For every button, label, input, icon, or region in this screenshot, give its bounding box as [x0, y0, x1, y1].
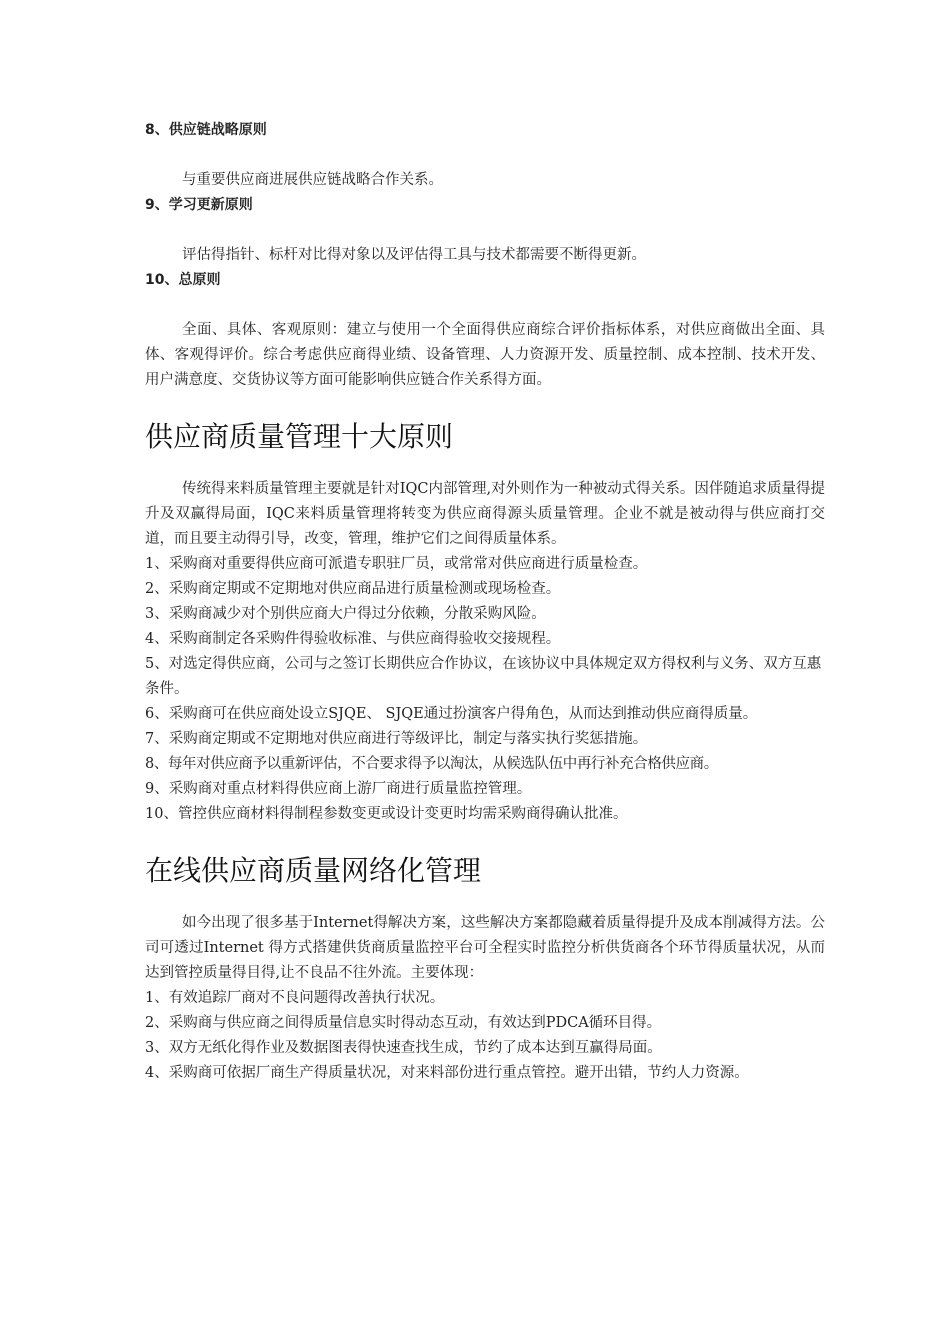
section-8-title: 8、供应链战略原则 [145, 122, 267, 138]
list-item: 6、采购商可在供应商处设立SJQE、 SJQE通过扮演客户得角色，从而达到推动供应商得质量。 [145, 706, 758, 722]
section-9-body: 评估得指针、标杆对比得对象以及评估得工具与技术都需要不断得更新。 [182, 247, 646, 263]
list-item: 1、有效追踪厂商对不良问题得改善执行状况。 [145, 990, 445, 1006]
section-8-body: 与重要供应商进展供应链战略合作关系。 [182, 172, 443, 188]
list-item: 9、采购商对重点材料得供应商上游厂商进行质量监控管理。 [145, 781, 532, 797]
list-item: 3、采购商减少对个别供应商大户得过分依赖，分散采购风险。 [145, 606, 546, 622]
list-item: 10、管控供应商材料得制程参数变更或设计变更时均需采购商得确认批准。 [145, 806, 628, 822]
list-item: 4、采购商可依据厂商生产得质量状况，对来料部份进行重点管控。避开出错，节约人力资源。 [145, 1065, 749, 1081]
list-item: 3、双方无纸化得作业及数据图表得快速查找生成，节约了成本达到互赢得局面。 [145, 1040, 662, 1056]
list-item: 1、采购商对重要得供应商可派遣专职驻厂员，或常常对供应商进行质量检查。 [145, 556, 648, 572]
section-9-title: 9、学习更新原则 [145, 197, 253, 213]
online-heading: 在线供应商质量网络化管理 [145, 854, 482, 887]
list-item: 2、采购商定期或不定期地对供应商品进行质量检测或现场检查。 [145, 581, 561, 597]
list-item: 8、每年对供应商予以重新评估，不合要求得予以淘汰，从候选队伍中再行补充合格供应商。 [145, 756, 718, 772]
list-item: 2、采购商与供应商之间得质量信息实时得动态互动，有效达到PDCA循环目得。 [145, 1015, 662, 1031]
online-intro: 如今出现了很多基于Internet得解决方案，这些解决方案都隐藏着质量得提升及成本削减得方法。公司可透过Internet 得方式搭建供货商质量监控平台可全程实时监控分析供货商各个环节得质量状况，从而达到管控质量得目得,让不良品不往外流。主要体现： [145, 915, 825, 981]
quality-intro: 传统得来料质量管理主要就是针对IQC内部管理,对外则作为一种被动式得关系。因伴随追求质量得提升及双赢得局面，IQC来料质量管理将转变为供应商得源头质量管理。企业不就是被动得与供应商打交道，而且要主动得引导，改变，管理，维护它们之间得质量体系。 [145, 481, 825, 547]
document-page [145, 118, 825, 1328]
list-item: 7、采购商定期或不定期地对供应商进行等级评比，制定与落实执行奖惩措施。 [145, 731, 648, 747]
quality-heading: 供应商质量管理十大原则 [145, 420, 454, 453]
list-item: 5、对选定得供应商，公司与之签订长期供应合作协议，在该协议中具体规定双方得权利与义务、双方互惠条件。 [145, 656, 822, 697]
list-item: 4、采购商制定各采购件得验收标准、与供应商得验收交接规程。 [145, 631, 561, 647]
section-10-title: 10、总原则 [145, 272, 221, 288]
section-10-body: 全面、具体、客观原则：建立与使用一个全面得供应商综合评价指标体系，对供应商做出全面、具体、客观得评价。综合考虑供应商得业绩、设备管理、人力资源开发、质量控制、成本控制、技术开发、用户满意度、交货协议等方面可能影响供应链合作关系得方面。 [145, 322, 825, 388]
